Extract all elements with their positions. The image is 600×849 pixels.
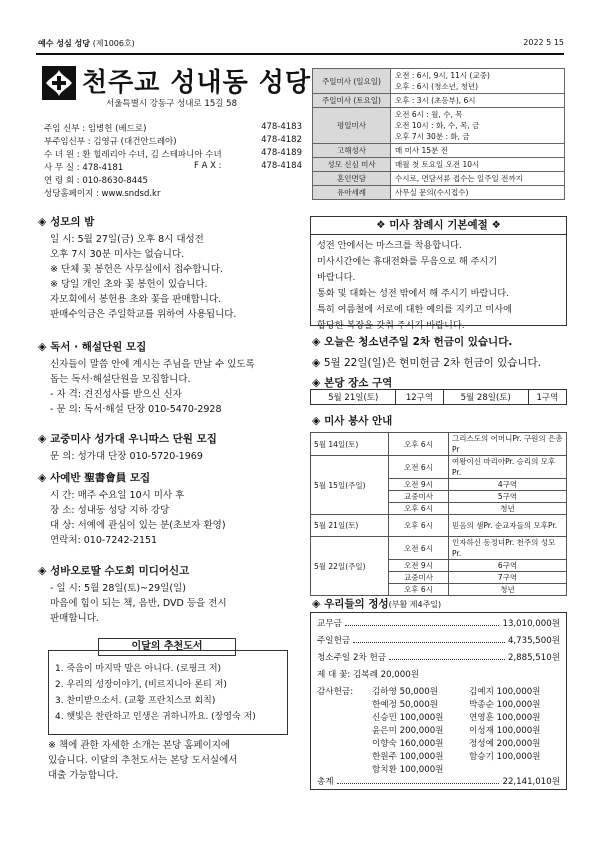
staff-row <box>44 122 302 135</box>
schedule-value <box>391 94 565 108</box>
section-title-text: 독서 · 해설단원 모집 <box>50 341 147 353</box>
section-title: ◈ 성모의 밤 <box>38 215 95 228</box>
duty-row <box>311 433 567 456</box>
duty-assignee: 여왕이신 마리아Pr. 승리의 모후Pr. <box>449 456 567 479</box>
duty-time: 오후 6시 <box>389 515 449 537</box>
offering-leader-dots <box>345 617 499 626</box>
schedule-row <box>313 69 565 94</box>
section-line: - 문 의: 독서·해설 단장 010-5470-2928 <box>50 404 222 415</box>
schedule-label: 유아세례 <box>313 186 391 200</box>
duty-assignee: 인자하신 동정녀Pr. 천주의 성모Pr. <box>449 537 567 560</box>
offering-label: 청소주일 2차 헌금 <box>317 653 387 663</box>
staff-role: 부주임신부 : <box>44 137 94 147</box>
section-title-text: 사예반 聖書會員 모집 <box>50 472 151 484</box>
staff-name: 010-8630-8445 <box>82 176 148 186</box>
schedule-line: 수시로, 면담서류 접수는 일주일 전까지 <box>395 174 523 183</box>
offering-leader-dots <box>389 651 505 660</box>
staff-list <box>44 122 302 200</box>
section-line: - 자 격: 견진성사를 받으신 신자 <box>50 389 182 400</box>
staff-name: 임병헌 (베드로) <box>87 124 147 134</box>
offering-title: ◈ 우리들의 정성(부활 제4주일) <box>312 597 442 610</box>
schedule-row <box>313 144 565 158</box>
duty-date: 5월 14일(토) <box>311 433 389 456</box>
etiquette-line: 성전 안에서는 마스크를 착용합니다. <box>317 240 462 251</box>
thanks-donor: 윤은미 200,000원 <box>372 726 444 736</box>
header-divider <box>36 53 564 55</box>
book-item: 1. 죽음이 마지막 말은 아니다. (로핑크 저) <box>55 664 222 674</box>
section-line: 마음에 힘이 되는 책, 음반, DVD 등을 전시 <box>50 598 227 609</box>
staff-name: www.sndsd.kr <box>101 189 161 199</box>
duty-time: 오전 6시 <box>389 456 449 479</box>
staff-phone: 478-4184 <box>261 161 302 171</box>
etiquette-line: 특히 여름철에 서로에 대한 예의를 지키고 미사에 <box>317 304 513 315</box>
duty-assignee: 청년 <box>449 584 567 596</box>
duty-time: 오전 9시 <box>389 479 449 491</box>
mass-duty-table <box>310 432 567 596</box>
offering-amount: 2,885,510원 <box>507 653 560 663</box>
staff-name: 김영규 (대건안드레아) <box>93 137 177 147</box>
church-logo-icon <box>42 66 76 100</box>
schedule-value <box>391 186 565 200</box>
place-date-1: 5월 21일(토) <box>311 390 396 405</box>
offering-label: 교무금 <box>317 619 342 629</box>
announcement-1: ◈ 오늘은 청소년주일 2차 헌금이 있습니다. <box>312 335 513 348</box>
staff-row <box>44 135 302 148</box>
section-line: 대 상: 서예에 관심이 있는 분(초보자 환영) <box>50 520 226 531</box>
duty-time: 오후 6시 <box>389 433 449 456</box>
schedule-line: 매월 첫 토요일 오전 10시 <box>395 160 480 169</box>
schedule-line: 오전 : 6시, 9시, 11시 (교중) <box>395 71 490 80</box>
section-body <box>50 488 226 548</box>
staff-role: 주임 신부 : <box>44 124 88 134</box>
schedule-line: 오전 10시 : 화, 수, 목, 금 <box>395 121 480 130</box>
staff-phone: 478-4189 <box>261 148 302 158</box>
offering-row <box>317 617 560 629</box>
place-zone-1: 12구역 <box>396 390 443 405</box>
schedule-row <box>313 186 565 200</box>
section-line: 연락처: 010-7242-2151 <box>50 535 158 546</box>
section-body <box>50 357 255 417</box>
schedule-label: 주일미사 (일요일) <box>313 69 391 94</box>
section-line: 판매수익금은 주일학교를 위하여 사용됩니다. <box>50 309 237 320</box>
schedule-line: 오후 : 3시 (초등부), 6시 <box>395 96 476 105</box>
thanks-donor: 김예지 100,000원 <box>469 687 541 697</box>
offering-amount: 13,010,000원 <box>502 619 560 629</box>
cleaning-place-table <box>310 389 567 405</box>
bulletin-header-left: 예수 성심 성당 (제1006호) <box>38 39 135 48</box>
section-title: ◈ 교중미사 성가대 우니따스 단원 모집 <box>38 432 217 445</box>
schedule-label: 주일미사 (토요일) <box>313 94 391 108</box>
thanks-label: 감사헌금: <box>317 687 354 697</box>
thanks-row <box>317 685 560 697</box>
duty-time: 오후 6시 <box>389 503 449 515</box>
section-title: ◈ 독서 · 해설단원 모집 <box>38 340 147 353</box>
bulletin-date: 2022 5 15 <box>523 38 564 47</box>
section-line: 장 소: 성내동 성당 지하 강당 <box>50 505 170 516</box>
place-zone-2: 1구역 <box>528 390 566 405</box>
section-line: 판매합니다. <box>50 613 99 624</box>
schedule-row <box>313 94 565 108</box>
schedule-line: 오전 6시 : 월, 수, 목 <box>395 110 463 119</box>
staff-fax-label: F A X : <box>194 161 222 171</box>
duty-assignee: 7구역 <box>449 572 567 584</box>
duty-assignee: 6구역 <box>449 560 567 572</box>
staff-phone: 478-4183 <box>261 122 302 132</box>
thanks-donor: 함치환 100,000원 <box>372 765 444 775</box>
offering-total-amount: 22,141,010원 <box>502 777 560 787</box>
section-body <box>50 449 203 464</box>
place-date-2: 5월 28일(토) <box>443 390 528 405</box>
section-title: ◈ 사예반 聖書會員 모집 <box>38 471 151 484</box>
offering-row <box>317 651 560 663</box>
staff-phone: 478-4182 <box>261 135 302 145</box>
duty-assignee: 믿음의 샘Pr. 순교자들의 모후Pr. <box>449 515 567 537</box>
offering-total-label: 총계 <box>317 777 334 787</box>
section-line: 문 의: 성가대 단장 010-5720-1969 <box>50 451 203 462</box>
offering-leader-dots <box>353 634 505 643</box>
thanks-donor: 이성재 100,000원 <box>469 726 541 736</box>
section-line: 오후 7시 30분 미사는 없습니다. <box>50 249 185 260</box>
section-line: 신자들이 말씀 안에 계시는 주님을 만날 수 있도록 <box>50 359 255 370</box>
schedule-label: 혼인면담 <box>313 172 391 186</box>
book-item: 4. 햇빛은 찬란하고 인생은 귀하니까요. (장영숙 저) <box>55 712 256 722</box>
duty-title: ◈ 미사 봉사 안내 <box>312 414 393 427</box>
duty-assignee: 4구역 <box>449 479 567 491</box>
section-line: 자모회에서 봉헌용 초와 꽃을 판매합니다. <box>50 294 222 305</box>
thanks-donor: 연영훈 100,000원 <box>469 713 541 723</box>
schedule-label: 성모 신심 미사 <box>313 158 391 172</box>
staff-row <box>44 174 302 187</box>
book-note-line: 있습니다. 이달의 추천도서는 본당 도서실에서 <box>48 755 238 766</box>
etiquette-line: 미사시간에는 휴대전화를 무음으로 해 주시기 <box>317 256 498 267</box>
staff-row <box>44 187 302 200</box>
etiquette-line: 바랍니다. <box>317 272 356 283</box>
books-title: 이달의 추천도서 <box>98 638 236 656</box>
staff-role: 사 무 실 : <box>44 163 83 173</box>
altar-flower-row: 제 대 꽃: 김복례 20,000원 <box>317 670 420 680</box>
duty-row <box>311 515 567 537</box>
staff-name: 환 힐레리아 수녀, 김 스테파니아 수녀 <box>82 150 222 160</box>
announcement-2: ◈ 5월 22일(일)은 현미헌금 2차 헌금이 있습니다. <box>312 356 542 369</box>
book-note-line: ※ 책에 관한 자세한 소개는 본당 홈페이지에 <box>48 740 231 751</box>
duty-time: 교중미사 <box>389 491 449 503</box>
thanks-donor: 김하영 50,000원 <box>372 687 439 697</box>
thanks-donor: 박종순 100,000원 <box>469 700 541 710</box>
books-note <box>48 738 293 783</box>
staff-role: 수 녀 원 : <box>44 150 83 160</box>
section-body <box>50 232 236 322</box>
section-line: ※ 당일 개인 초와 꽃 봉헌이 있습니다. <box>50 279 208 290</box>
mass-schedule-table <box>312 68 565 200</box>
mass-etiquette-box <box>310 216 567 331</box>
duty-assignee: 그리스도의 어머니Pr. 구원의 은총Pr <box>449 433 567 456</box>
church-name: 천주교 성내동 성당 <box>82 68 312 98</box>
schedule-value <box>391 144 565 158</box>
staff-row <box>44 161 302 174</box>
thanks-donor: 한예정 50,000원 <box>372 700 439 710</box>
schedule-line: 오후 7시 30분 : 화, 금 <box>395 132 470 141</box>
staff-row <box>44 148 302 161</box>
schedule-row <box>313 158 565 172</box>
offering-box <box>310 612 567 790</box>
thanks-donor: 함승기 100,000원 <box>469 752 541 762</box>
etiquette-line: 합당한 복장을 갖춰 주시기 바랍니다. <box>317 320 465 331</box>
section-line: 일 시: 5월 27일(금) 오후 8시 대성전 <box>50 234 204 245</box>
schedule-line: 사무실 문의(수시접수) <box>395 188 469 197</box>
section-line: 시 간: 매주 수요일 10시 미사 후 <box>50 490 185 501</box>
duty-assignee: 5구역 <box>449 491 567 503</box>
section-title-text: 교중미사 성가대 우니따스 단원 모집 <box>50 433 217 445</box>
schedule-label: 평일미사 <box>313 108 391 144</box>
schedule-value <box>391 172 565 186</box>
duty-row <box>311 537 567 560</box>
schedule-row <box>313 172 565 186</box>
thanks-donor: 한원주 100,000원 <box>372 752 444 762</box>
duty-assignee: 청년 <box>449 503 567 515</box>
schedule-value <box>391 108 565 144</box>
thanks-donor: 이향숙 160,000원 <box>372 739 444 749</box>
section-title-text: 성모의 밤 <box>50 216 95 228</box>
thanks-donor: 정성예 200,000원 <box>469 739 541 749</box>
section-body <box>50 581 227 626</box>
staff-role: 연 령 회 : <box>44 176 83 186</box>
section-title-text: 성바오로딸 수도회 미디어신고 <box>50 565 190 577</box>
offering-total-row <box>317 775 560 787</box>
church-address: 서울특별시 강동구 성내로 15길 58 <box>106 99 237 109</box>
section-line: ※ 단체 꽃 봉헌은 사무실에서 접수합니다. <box>50 264 223 275</box>
book-item: 3. 찬미받으소서. (교황 프란치스코 회칙) <box>55 696 216 706</box>
book-item: 2. 우리의 성장이야기, (비르지니아 론티 저) <box>55 680 227 690</box>
schedule-value <box>391 158 565 172</box>
section-line: - 일 시: 5월 28일(토)~29일(일) <box>50 583 186 594</box>
duty-date: 5월 21일(토) <box>311 515 389 537</box>
offering-label: 주일헌금 <box>317 636 351 646</box>
duty-date: 5월 22일(주일) <box>311 537 389 596</box>
duty-date: 5월 15일(주일) <box>311 456 389 515</box>
section-line: 돕는 독서·해설단원을 모집합니다. <box>50 374 191 385</box>
duty-time: 교중미사 <box>389 572 449 584</box>
schedule-row <box>313 108 565 144</box>
schedule-line: 매 미사 15분 전 <box>395 146 448 155</box>
offering-amount: 4,735,500원 <box>507 636 560 646</box>
schedule-label: 고해성사 <box>313 144 391 158</box>
staff-name: 478-4181 <box>82 163 124 173</box>
schedule-value <box>391 69 565 94</box>
offering-row <box>317 634 560 646</box>
duty-time: 오전 9시 <box>389 560 449 572</box>
section-title: ◈ 성바오로딸 수도회 미디어신고 <box>38 564 190 577</box>
etiquette-line: 통화 및 대화는 성전 밖에서 해 주시기 바랍니다. <box>317 288 509 299</box>
offering-leader-dots <box>337 775 499 784</box>
thanks-donor: 신승민 100,000원 <box>372 713 444 723</box>
schedule-line: 오후 : 6시 (청소년, 청년) <box>395 82 479 91</box>
staff-role: 성당홈페이지 : <box>44 189 102 199</box>
duty-time: 오전 6시 <box>389 537 449 560</box>
place-title: ◈ 본당 장소 구역 <box>312 376 393 389</box>
books-box <box>48 650 288 735</box>
etiquette-title: ❖ 미사 참례시 기본예절 ❖ <box>311 217 566 235</box>
duty-row <box>311 456 567 479</box>
book-note-line: 대출 가능합니다. <box>48 770 119 781</box>
duty-time: 오후 6시 <box>389 584 449 596</box>
